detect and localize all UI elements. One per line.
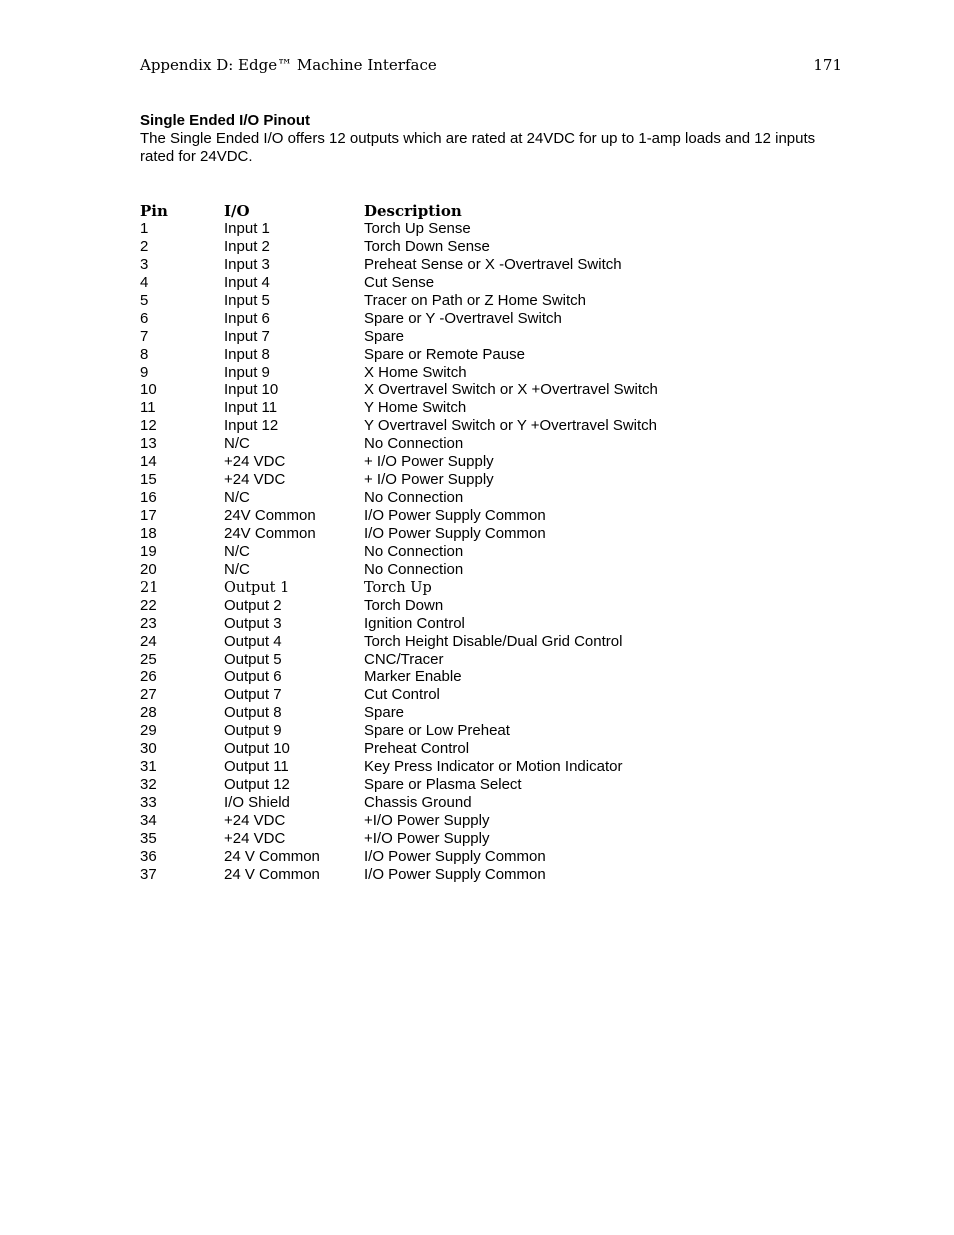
description-cell: Key Press Indicator or Motion Indicator bbox=[364, 758, 623, 776]
io-cell: Input 11 bbox=[224, 399, 278, 417]
pin-cell: 1 bbox=[140, 220, 149, 237]
description-cell: Ignition Control bbox=[364, 614, 465, 632]
table-row bbox=[140, 435, 760, 453]
table-row bbox=[140, 651, 760, 669]
pin-cell: 32 bbox=[140, 776, 157, 794]
pin-cell: 5 bbox=[140, 291, 149, 309]
pin-cell: 30 bbox=[140, 740, 157, 758]
pin-cell: 28 bbox=[140, 704, 157, 722]
table-row bbox=[140, 220, 760, 238]
description-cell: Marker Enable bbox=[364, 668, 462, 686]
description-cell: +I/O Power Supply bbox=[364, 829, 490, 847]
table-row bbox=[140, 292, 760, 310]
pin-cell: 15 bbox=[140, 471, 157, 489]
table-row bbox=[140, 453, 760, 471]
pin-cell: 10 bbox=[140, 381, 157, 399]
pin-cell: 16 bbox=[140, 489, 157, 507]
io-cell: Output 11 bbox=[224, 758, 289, 776]
description-cell: + I/O Power Supply bbox=[364, 453, 494, 471]
pin-cell: 22 bbox=[140, 596, 157, 614]
table-row bbox=[140, 274, 760, 292]
io-cell: Output 8 bbox=[224, 704, 282, 722]
io-cell: Output 12 bbox=[224, 776, 290, 794]
description-cell: Tracer on Path or Z Home Switch bbox=[364, 291, 587, 309]
pin-cell: 13 bbox=[140, 435, 157, 453]
table-row bbox=[140, 848, 760, 866]
page-number: 171 bbox=[813, 56, 842, 74]
pin-cell: 36 bbox=[140, 847, 157, 865]
header-title: Appendix D: Edge™ Machine Interface bbox=[140, 56, 437, 74]
pin-cell: 3 bbox=[140, 255, 149, 273]
table-row bbox=[140, 597, 760, 615]
column-header-description: Description bbox=[364, 202, 462, 220]
pin-cell: 12 bbox=[140, 417, 157, 435]
io-cell: Input 6 bbox=[224, 309, 270, 327]
description-cell: No Connection bbox=[364, 542, 464, 560]
io-cell: Output 1 bbox=[224, 579, 290, 596]
table-row bbox=[140, 346, 760, 364]
pin-cell: 8 bbox=[140, 345, 149, 363]
pin-cell: 21 bbox=[140, 579, 159, 596]
io-cell: +24 VDC bbox=[224, 829, 286, 847]
io-cell: Output 3 bbox=[224, 614, 282, 632]
pin-cell: 34 bbox=[140, 811, 157, 829]
description-cell: X Overtravel Switch or X +Overtravel Switch bbox=[364, 381, 658, 399]
io-cell: Output 4 bbox=[224, 632, 282, 650]
io-cell: N/C bbox=[224, 435, 250, 453]
description-cell: Spare or Remote Pause bbox=[364, 345, 525, 363]
io-cell: Input 3 bbox=[224, 255, 270, 273]
description-cell: CNC/Tracer bbox=[364, 650, 444, 668]
pin-cell: 31 bbox=[140, 758, 157, 776]
table-row bbox=[140, 579, 760, 597]
pin-cell: 18 bbox=[140, 524, 157, 542]
column-header-pin: Pin bbox=[140, 202, 168, 220]
io-cell: Output 7 bbox=[224, 686, 282, 704]
io-cell: N/C bbox=[224, 560, 250, 578]
io-cell: Output 6 bbox=[224, 668, 282, 686]
description-cell: Spare bbox=[364, 704, 405, 722]
io-cell: Output 5 bbox=[224, 650, 282, 668]
table-row bbox=[140, 399, 760, 417]
table-row bbox=[140, 794, 760, 812]
table-row bbox=[140, 561, 760, 579]
description-cell: Y Overtravel Switch or Y +Overtravel Switch bbox=[364, 417, 658, 435]
description-cell: No Connection bbox=[364, 489, 464, 507]
io-cell: Output 2 bbox=[224, 596, 282, 614]
description-cell: Torch Up Sense bbox=[364, 220, 471, 237]
description-cell: Chassis Ground bbox=[364, 794, 472, 811]
io-cell: I/O Shield bbox=[224, 794, 290, 811]
table-row bbox=[140, 489, 760, 507]
description-cell: Preheat Control bbox=[364, 740, 470, 758]
table-row bbox=[140, 740, 760, 758]
pin-cell: 26 bbox=[140, 668, 157, 686]
io-cell: 24V Common bbox=[224, 524, 316, 542]
description-cell: No Connection bbox=[364, 435, 464, 453]
section-title: Single Ended I/O Pinout bbox=[140, 112, 311, 129]
table-row bbox=[140, 328, 760, 346]
description-cell: Spare or Y -Overtravel Switch bbox=[364, 309, 562, 327]
table-row bbox=[140, 812, 760, 830]
io-cell: Input 7 bbox=[224, 327, 270, 345]
table-row bbox=[140, 686, 760, 704]
intro-paragraph: The Single Ended I/O offers 12 outputs which are rated at 24VDC for up to 1-amp loads and 12 inputs rated for 24VDC. bbox=[140, 130, 816, 165]
pin-cell: 24 bbox=[140, 632, 157, 650]
description-cell: + I/O Power Supply bbox=[364, 471, 494, 489]
io-cell: N/C bbox=[224, 542, 250, 560]
table-row bbox=[140, 722, 760, 740]
pin-cell: 19 bbox=[140, 542, 157, 560]
description-cell: Spare bbox=[364, 327, 405, 345]
description-cell: Torch Down Sense bbox=[364, 237, 490, 255]
description-cell: I/O Power Supply Common bbox=[364, 507, 546, 524]
pin-cell: 4 bbox=[140, 273, 149, 291]
column-header-io: I/O bbox=[224, 202, 250, 220]
pin-cell: 17 bbox=[140, 507, 157, 524]
io-cell: +24 VDC bbox=[224, 453, 286, 471]
table-row bbox=[140, 507, 760, 525]
pin-cell: 20 bbox=[140, 560, 157, 578]
io-cell: 24 V Common bbox=[224, 847, 320, 865]
table-row bbox=[140, 704, 760, 722]
table-row bbox=[140, 417, 760, 435]
io-cell: Input 9 bbox=[224, 363, 270, 381]
description-cell: Torch Up bbox=[364, 579, 432, 596]
table-row bbox=[140, 668, 760, 686]
table-row bbox=[140, 471, 760, 489]
pin-cell: 27 bbox=[140, 686, 157, 704]
table-row bbox=[140, 758, 760, 776]
table-row bbox=[140, 776, 760, 794]
description-cell: Preheat Sense or X -Overtravel Switch bbox=[364, 255, 622, 273]
pin-cell: 35 bbox=[140, 829, 157, 847]
description-cell: Torch Height Disable/Dual Grid Control bbox=[364, 632, 623, 650]
table-row bbox=[140, 543, 760, 561]
pin-cell: 33 bbox=[140, 794, 157, 811]
io-cell: +24 VDC bbox=[224, 471, 286, 489]
table-header bbox=[140, 202, 760, 220]
pin-cell: 25 bbox=[140, 650, 157, 668]
io-cell: N/C bbox=[224, 489, 250, 507]
io-cell: Input 4 bbox=[224, 273, 270, 291]
page-header bbox=[140, 56, 842, 76]
io-cell: +24 VDC bbox=[224, 811, 286, 829]
description-cell: Cut Sense bbox=[364, 273, 435, 291]
io-cell: 24V Common bbox=[224, 507, 316, 524]
table-row bbox=[140, 866, 760, 884]
pin-cell: 23 bbox=[140, 614, 157, 632]
table-row bbox=[140, 310, 760, 328]
pin-cell: 9 bbox=[140, 363, 149, 381]
table-row bbox=[140, 525, 760, 543]
description-cell: I/O Power Supply Common bbox=[364, 847, 546, 865]
table-row bbox=[140, 256, 760, 274]
io-cell: Input 5 bbox=[224, 291, 270, 309]
pin-cell: 2 bbox=[140, 237, 149, 255]
description-cell: Spare or Low Preheat bbox=[364, 722, 510, 740]
description-cell: I/O Power Supply Common bbox=[364, 865, 546, 883]
table-row bbox=[140, 830, 760, 848]
description-cell: Torch Down bbox=[364, 596, 444, 614]
description-cell: No Connection bbox=[364, 560, 464, 578]
description-cell: Cut Control bbox=[364, 686, 440, 704]
description-cell: I/O Power Supply Common bbox=[364, 524, 546, 542]
table-row bbox=[140, 364, 760, 382]
table-row bbox=[140, 615, 760, 633]
pin-cell: 37 bbox=[140, 865, 157, 883]
description-cell: Y Home Switch bbox=[364, 399, 467, 417]
pinout-table bbox=[140, 220, 760, 884]
io-cell: Input 1 bbox=[224, 220, 270, 237]
pin-cell: 7 bbox=[140, 327, 149, 345]
io-cell: Input 2 bbox=[224, 237, 270, 255]
table-row bbox=[140, 238, 760, 256]
description-cell: X Home Switch bbox=[364, 363, 467, 381]
table-row bbox=[140, 633, 760, 651]
pin-cell: 11 bbox=[140, 399, 156, 417]
table-row bbox=[140, 381, 760, 399]
description-cell: +I/O Power Supply bbox=[364, 811, 490, 829]
io-cell: Output 9 bbox=[224, 722, 282, 740]
io-cell: Input 8 bbox=[224, 345, 270, 363]
pin-cell: 29 bbox=[140, 722, 157, 740]
io-cell: Input 10 bbox=[224, 381, 279, 399]
io-cell: Output 10 bbox=[224, 740, 290, 758]
io-cell: 24 V Common bbox=[224, 865, 320, 883]
pin-cell: 14 bbox=[140, 453, 157, 471]
io-cell: Input 12 bbox=[224, 417, 279, 435]
pin-cell: 6 bbox=[140, 309, 149, 327]
description-cell: Spare or Plasma Select bbox=[364, 776, 522, 794]
